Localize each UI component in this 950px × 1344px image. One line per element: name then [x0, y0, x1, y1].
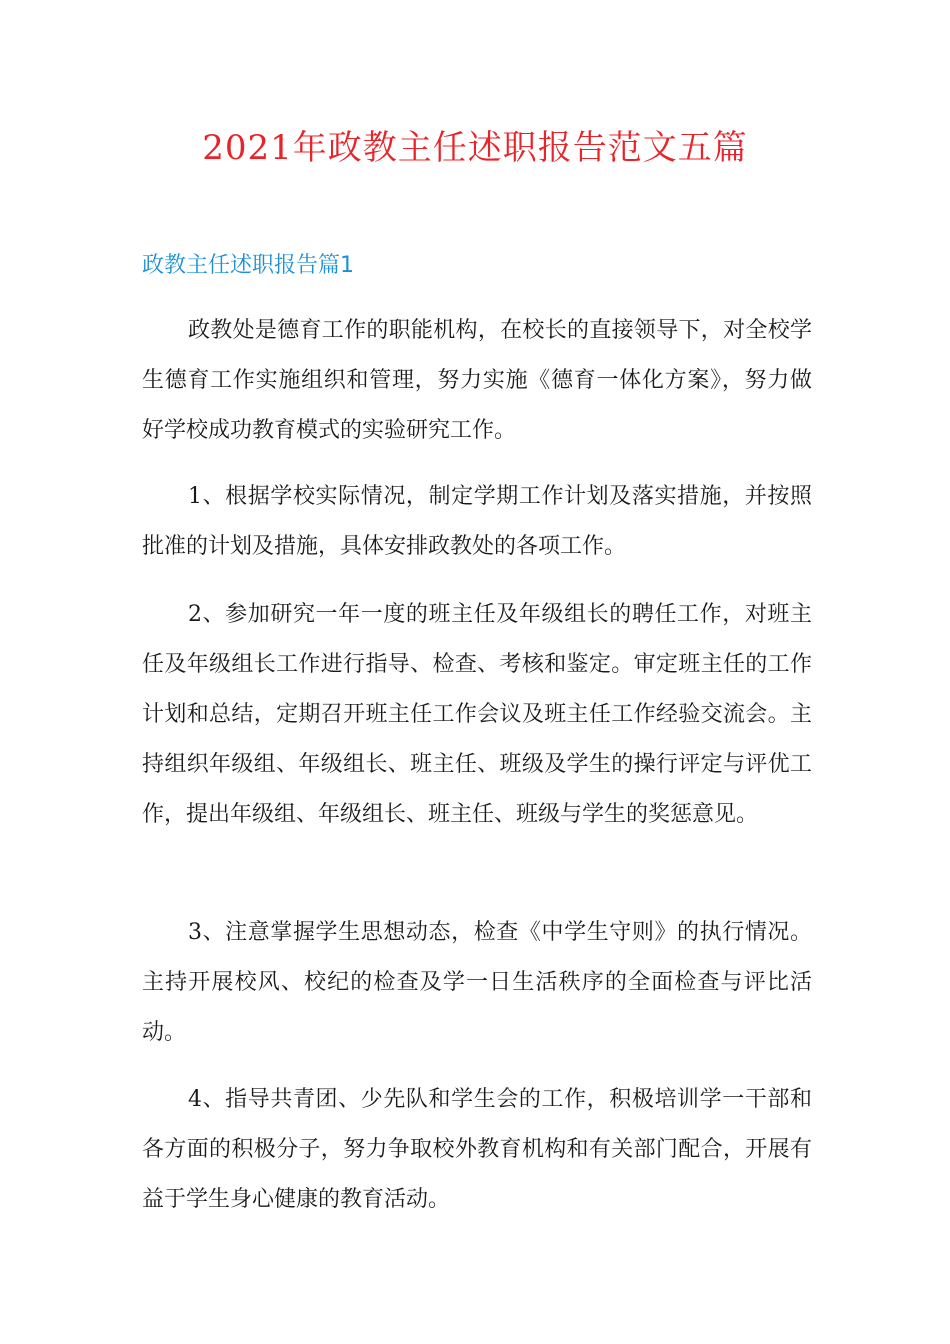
intro-paragraph: 政教处是德育工作的职能机构，在校长的直接领导下，对全校学生德育工作实施组织和管理，努力实施《德育一体化方案》，努力做好学校成功教育模式的实验研究工作。	[142, 318, 812, 443]
document-title: 2021年政教主任述职报告范文五篇	[202, 128, 748, 168]
duty-paragraph-3: 3、注意掌握学生思想动态，检查《中学生守则》的执行情况。主持开展校风、校纪的检查及学一日生活秩序的全面检查与评比活动。	[142, 920, 812, 1045]
section-heading: 政教主任述职报告篇1	[142, 253, 354, 278]
duty-paragraph-2: 2、参加研究一年一度的班主任及年级组长的聘任工作，对班主任及年级组长工作进行指导、检查、考核和鉴定。审定班主任的工作计划和总结，定期召开班主任工作会议及班主任工作经验交流会。主持组织年级组、年级组长、班主任、班级及学生的操行评定与评优工作，提出年级组、年级组长、班主任、班级与学生的奖惩意见。	[142, 602, 812, 827]
duty-paragraph-1: 1、根据学校实际情况，制定学期工作计划及落实措施，并按照批准的计划及措施，具体安排政教处的各项工作。	[142, 484, 812, 559]
duty-paragraph-4: 4、指导共青团、少先队和学生会的工作，积极培训学一干部和各方面的积极分子，努力争取校外教育机构和有关部门配合，开展有益于学生身心健康的教育活动。	[142, 1087, 812, 1212]
